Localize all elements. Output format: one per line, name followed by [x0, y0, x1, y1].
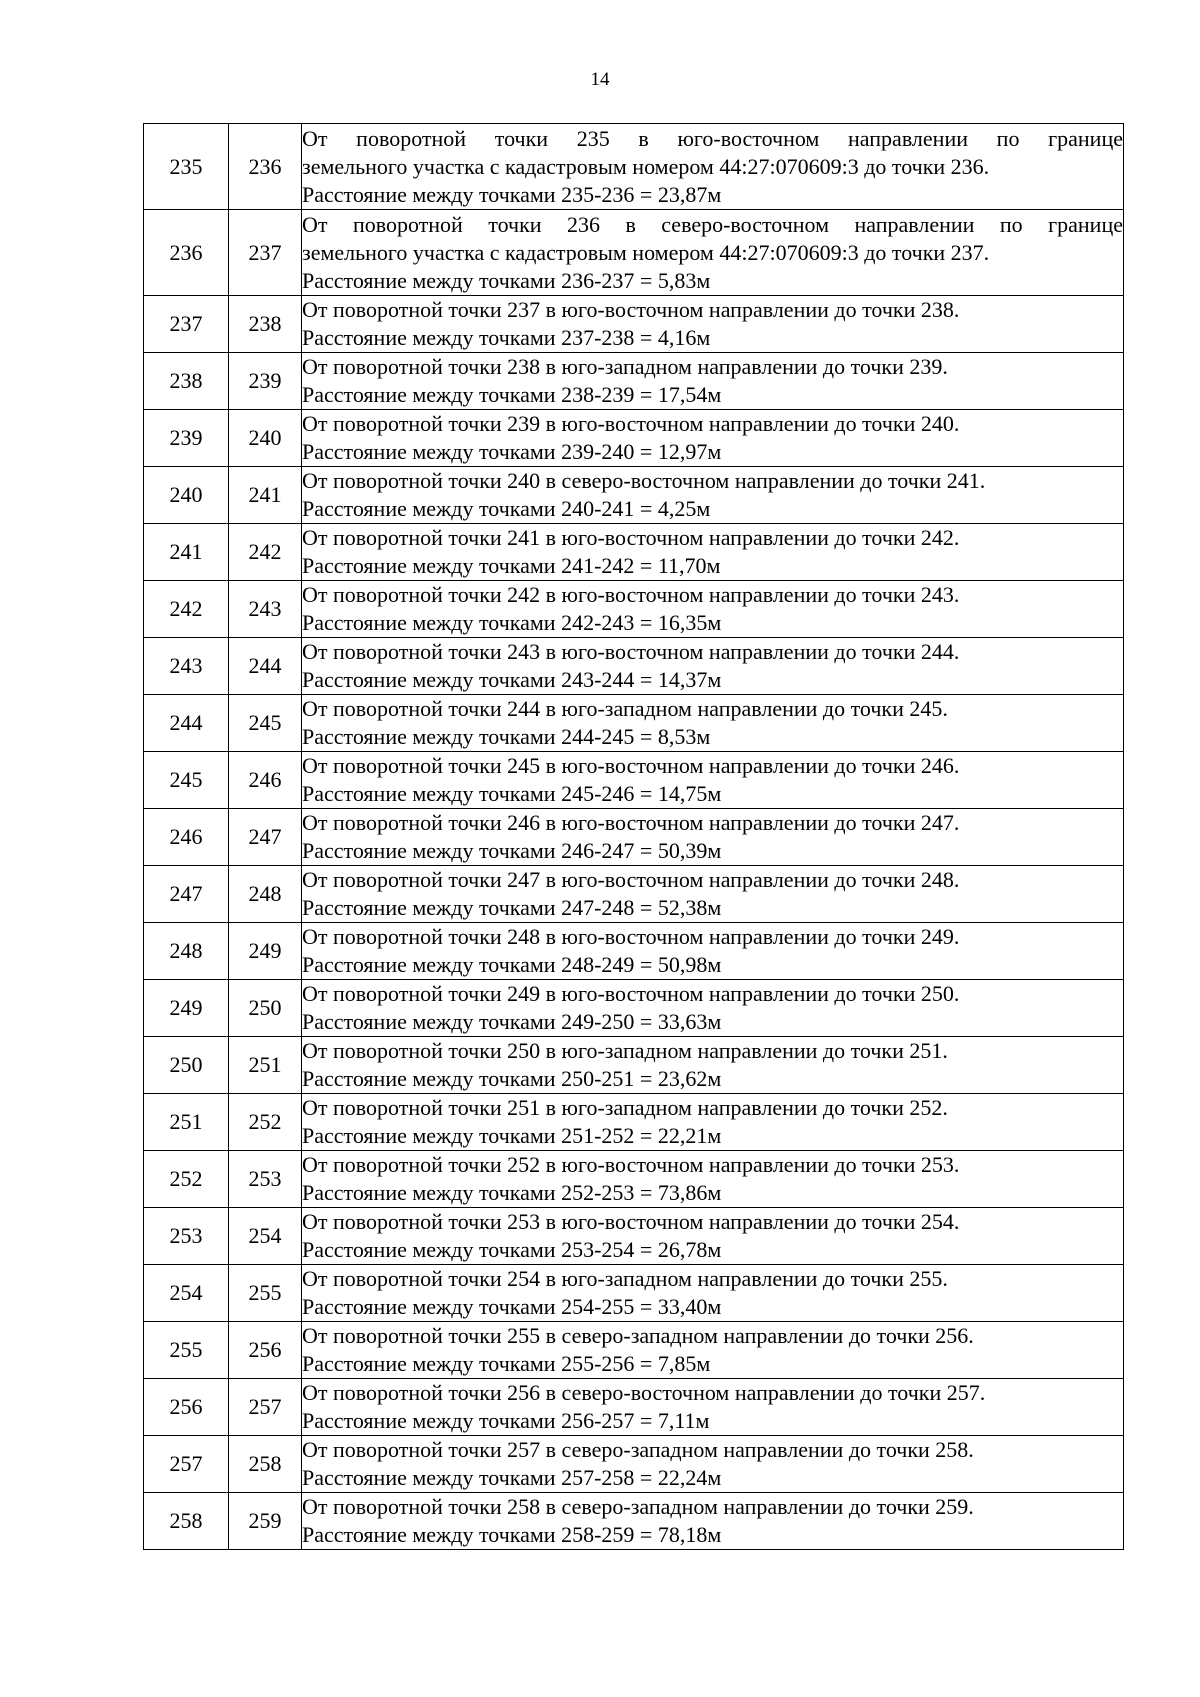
description-line: От поворотной точки 245 в юго-восточном направлении до точки 246. — [302, 753, 960, 778]
description-line: От поворотной точки 240 в северо-восточном направлении до точки 241. — [302, 468, 986, 493]
description-line: От поворотной точки 239 в юго-восточном направлении до точки 240. — [302, 411, 960, 436]
description-cell — [302, 1094, 1124, 1151]
description-line: От поворотной точки 249 в юго-восточном направлении до точки 250. — [302, 981, 960, 1006]
description-cell — [302, 210, 1124, 296]
point-to-cell: 257 — [229, 1379, 302, 1436]
table-row — [144, 1436, 1124, 1493]
description-line: От поворотной точки 244 в юго-западном направлении до точки 245. — [302, 696, 948, 721]
description-line: От поворотной точки 251 в юго-западном направлении до точки 252. — [302, 1095, 948, 1120]
point-from-cell: 244 — [144, 695, 229, 752]
point-from-cell: 250 — [144, 1037, 229, 1094]
point-from-cell: 243 — [144, 638, 229, 695]
description-line: От поворотной точки 243 в юго-восточном направлении до точки 244. — [302, 639, 960, 664]
point-from-cell: 246 — [144, 809, 229, 866]
description-cell — [302, 124, 1124, 210]
point-to-cell: 242 — [229, 524, 302, 581]
table-row — [144, 353, 1124, 410]
description-line: От поворотной точки 253 в юго-восточном направлении до точки 254. — [302, 1209, 960, 1234]
description-cell — [302, 1322, 1124, 1379]
point-to-cell: 240 — [229, 410, 302, 467]
table-row — [144, 866, 1124, 923]
point-from-cell: 257 — [144, 1436, 229, 1493]
description-cell — [302, 1037, 1124, 1094]
table-row — [144, 980, 1124, 1037]
point-to-cell: 249 — [229, 923, 302, 980]
description-cell — [302, 1436, 1124, 1493]
point-to-cell: 256 — [229, 1322, 302, 1379]
description-line: От поворотной точки 252 в юго-восточном направлении до точки 253. — [302, 1152, 960, 1177]
point-from-cell: 236 — [144, 210, 229, 296]
description-line: От поворотной точки 255 в северо-западном направлении до точки 256. — [302, 1323, 974, 1348]
description-cell — [302, 467, 1124, 524]
point-from-cell: 242 — [144, 581, 229, 638]
point-from-cell: 248 — [144, 923, 229, 980]
point-from-cell: 249 — [144, 980, 229, 1037]
boundary-table — [143, 123, 1124, 1550]
point-from-cell: 252 — [144, 1151, 229, 1208]
point-from-cell: 256 — [144, 1379, 229, 1436]
description-line: Расстояние между точками 241-242 = 11,70м — [302, 553, 721, 578]
description-line: Расстояние между точками 244-245 = 8,53м — [302, 724, 711, 749]
description-line: От поворотной точки 257 в северо-западном направлении до точки 258. — [302, 1437, 974, 1462]
description-cell — [302, 923, 1124, 980]
point-to-cell: 254 — [229, 1208, 302, 1265]
point-from-cell: 254 — [144, 1265, 229, 1322]
table-row — [144, 467, 1124, 524]
point-from-cell: 240 — [144, 467, 229, 524]
description-line: От поворотной точки 235 в юго-восточном направлении по границе — [302, 125, 1123, 151]
description-line: Расстояние между точками 238-239 = 17,54м — [302, 382, 722, 407]
point-to-cell: 255 — [229, 1265, 302, 1322]
description-line: Расстояние между точками 239-240 = 12,97м — [302, 439, 722, 464]
description-line: От поворотной точки 248 в юго-восточном направлении до точки 249. — [302, 924, 960, 949]
point-from-cell: 241 — [144, 524, 229, 581]
description-cell — [302, 296, 1124, 353]
table-row — [144, 638, 1124, 695]
description-line: Расстояние между точками 256-257 = 7,11м — [302, 1408, 710, 1433]
point-to-cell: 245 — [229, 695, 302, 752]
page-number: 14 — [590, 69, 610, 90]
table-row — [144, 752, 1124, 809]
description-line: Расстояние между точками 247-248 = 52,38м — [302, 895, 722, 920]
description-cell — [302, 809, 1124, 866]
description-cell — [302, 980, 1124, 1037]
description-line: Расстояние между точками 248-249 = 50,98м — [302, 952, 722, 977]
point-from-cell: 247 — [144, 866, 229, 923]
description-cell — [302, 524, 1124, 581]
description-line: От поворотной точки 241 в юго-восточном направлении до точки 242. — [302, 525, 960, 550]
point-to-cell: 244 — [229, 638, 302, 695]
table-row — [144, 695, 1124, 752]
description-cell — [302, 1265, 1124, 1322]
table-row — [144, 923, 1124, 980]
description-line: От поворотной точки 250 в юго-западном направлении до точки 251. — [302, 1038, 948, 1063]
description-line: От поворотной точки 254 в юго-западном направлении до точки 255. — [302, 1266, 948, 1291]
description-cell — [302, 1151, 1124, 1208]
description-line: От поворотной точки 247 в юго-восточном направлении до точки 248. — [302, 867, 960, 892]
description-line: Расстояние между точками 235-236 = 23,87м — [302, 181, 722, 207]
point-to-cell: 237 — [229, 210, 302, 296]
description-line: Расстояние между точками 237-238 = 4,16м — [302, 325, 711, 350]
point-to-cell: 246 — [229, 752, 302, 809]
point-to-cell: 252 — [229, 1094, 302, 1151]
point-from-cell: 253 — [144, 1208, 229, 1265]
description-cell — [302, 695, 1124, 752]
description-cell — [302, 638, 1124, 695]
description-cell — [302, 752, 1124, 809]
description-cell — [302, 581, 1124, 638]
point-from-cell: 237 — [144, 296, 229, 353]
description-line: Расстояние между точками 249-250 = 33,63м — [302, 1009, 722, 1034]
description-line: От поворотной точки 237 в юго-восточном направлении до точки 238. — [302, 297, 960, 322]
table-row — [144, 1208, 1124, 1265]
point-to-cell: 243 — [229, 581, 302, 638]
table-row — [144, 124, 1124, 210]
table-row — [144, 524, 1124, 581]
description-cell — [302, 1379, 1124, 1436]
point-from-cell: 235 — [144, 124, 229, 210]
description-line: земельного участка с кадастровым номером 44:27:070609:3 до точки 236. — [302, 153, 990, 179]
description-line: От поворотной точки 242 в юго-восточном направлении до точки 243. — [302, 582, 960, 607]
table-row — [144, 1265, 1124, 1322]
table-row — [144, 296, 1124, 353]
table-row — [144, 1037, 1124, 1094]
description-line: От поворотной точки 238 в юго-западном направлении до точки 239. — [302, 354, 948, 379]
table-row — [144, 1322, 1124, 1379]
point-to-cell: 236 — [229, 124, 302, 210]
point-from-cell: 255 — [144, 1322, 229, 1379]
point-to-cell: 248 — [229, 866, 302, 923]
point-to-cell: 238 — [229, 296, 302, 353]
point-to-cell: 241 — [229, 467, 302, 524]
boundary-table-body — [144, 124, 1124, 1550]
point-to-cell: 258 — [229, 1436, 302, 1493]
point-to-cell: 253 — [229, 1151, 302, 1208]
description-line: Расстояние между точками 240-241 = 4,25м — [302, 496, 711, 521]
description-line: Расстояние между точками 250-251 = 23,62м — [302, 1066, 722, 1091]
table-row — [144, 1493, 1124, 1550]
point-from-cell: 245 — [144, 752, 229, 809]
description-line: Расстояние между точками 243-244 = 14,37м — [302, 667, 722, 692]
table-row — [144, 1094, 1124, 1151]
point-to-cell: 250 — [229, 980, 302, 1037]
description-line: Расстояние между точками 251-252 = 22,21м — [302, 1123, 722, 1148]
table-row — [144, 210, 1124, 296]
point-from-cell: 239 — [144, 410, 229, 467]
description-cell — [302, 866, 1124, 923]
table-row — [144, 410, 1124, 467]
description-cell — [302, 353, 1124, 410]
description-line: Расстояние между точками 253-254 = 26,78м — [302, 1237, 722, 1262]
description-line: Расстояние между точками 252-253 = 73,86м — [302, 1180, 722, 1205]
point-from-cell: 258 — [144, 1493, 229, 1550]
point-to-cell: 247 — [229, 809, 302, 866]
description-line: Расстояние между точками 245-246 = 14,75м — [302, 781, 722, 806]
description-line: Расстояние между точками 242-243 = 16,35м — [302, 610, 722, 635]
table-row — [144, 581, 1124, 638]
point-from-cell: 238 — [144, 353, 229, 410]
point-from-cell: 251 — [144, 1094, 229, 1151]
description-line: От поворотной точки 236 в северо-восточном направлении по границе — [302, 211, 1123, 237]
description-cell — [302, 1493, 1124, 1550]
description-line: Расстояние между точками 254-255 = 33,40м — [302, 1294, 722, 1319]
table-row — [144, 1379, 1124, 1436]
description-line: Расстояние между точками 246-247 = 50,39м — [302, 838, 722, 863]
table-row — [144, 809, 1124, 866]
description-cell — [302, 1208, 1124, 1265]
table-row — [144, 1151, 1124, 1208]
description-line: От поворотной точки 258 в северо-западном направлении до точки 259. — [302, 1494, 974, 1519]
point-to-cell: 239 — [229, 353, 302, 410]
point-to-cell: 251 — [229, 1037, 302, 1094]
description-line: Расстояние между точками 257-258 = 22,24м — [302, 1465, 722, 1490]
description-line: Расстояние между точками 255-256 = 7,85м — [302, 1351, 711, 1376]
description-cell — [302, 410, 1124, 467]
description-line: От поворотной точки 256 в северо-восточном направлении до точки 257. — [302, 1380, 986, 1405]
description-line: земельного участка с кадастровым номером 44:27:070609:3 до точки 237. — [302, 239, 990, 265]
description-line: Расстояние между точками 236-237 = 5,83м — [302, 267, 711, 293]
point-to-cell: 259 — [229, 1493, 302, 1550]
description-line: Расстояние между точками 258-259 = 78,18м — [302, 1522, 722, 1547]
description-line: От поворотной точки 246 в юго-восточном направлении до точки 247. — [302, 810, 960, 835]
